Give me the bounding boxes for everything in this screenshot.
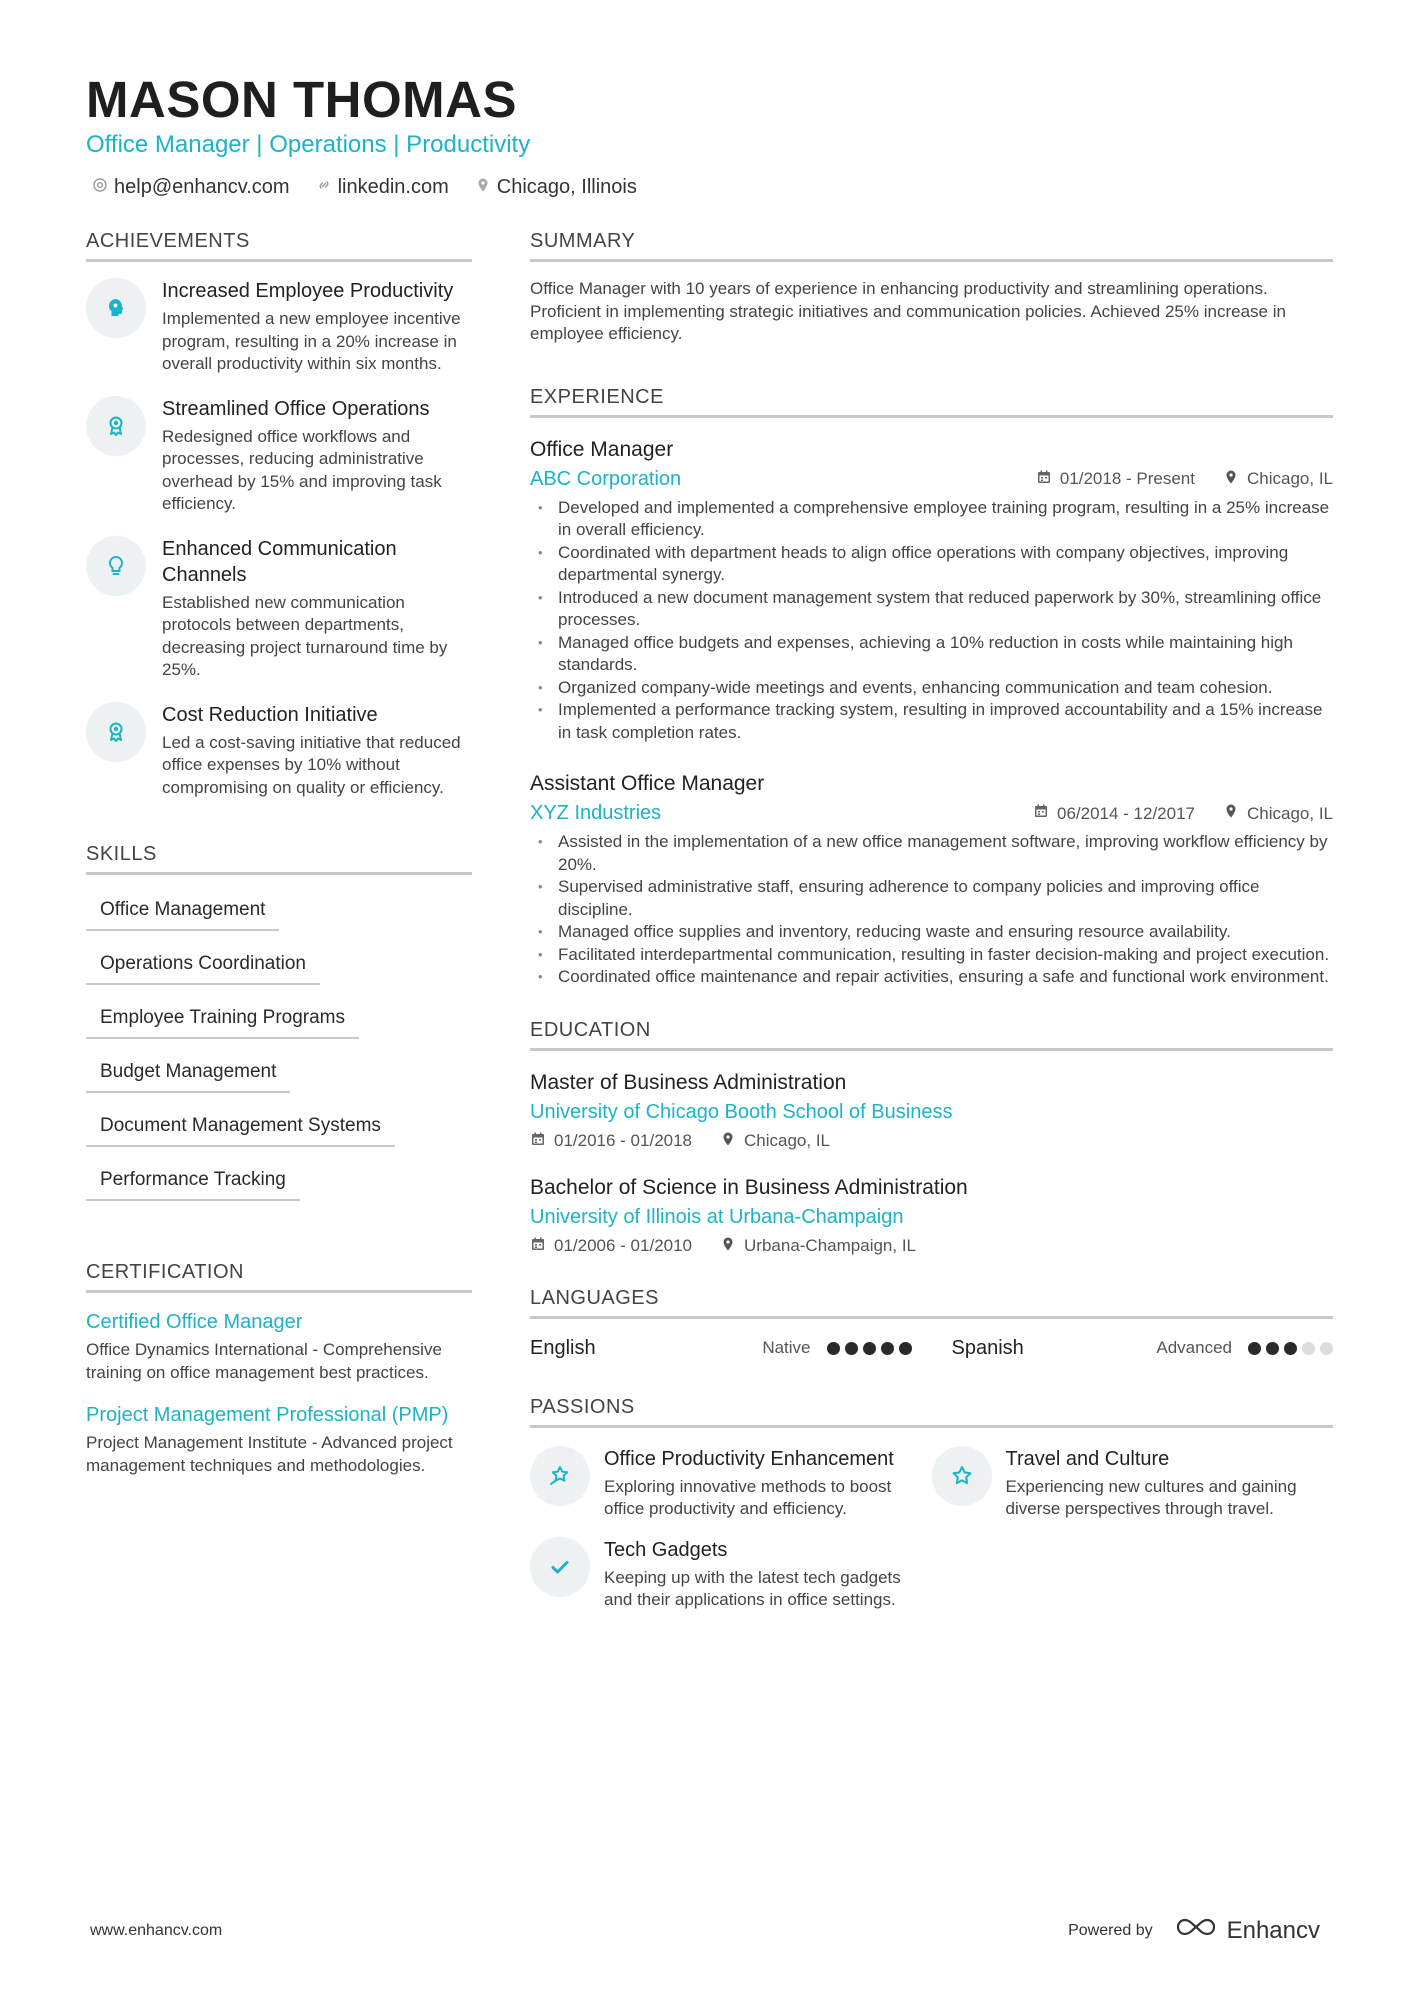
passion-item bbox=[932, 1446, 1334, 1521]
passions-section bbox=[530, 1396, 1333, 1628]
job-entry bbox=[530, 770, 1333, 989]
skill-tag: Budget Management bbox=[86, 1055, 290, 1093]
languages-heading: LANGUAGES bbox=[530, 1287, 1333, 1319]
link-icon bbox=[316, 176, 332, 199]
passion-desc: Keeping up with the latest tech gadgets and their applications in office settings. bbox=[604, 1567, 901, 1609]
language-item bbox=[952, 1337, 1334, 1360]
calendar-icon bbox=[1036, 469, 1052, 490]
languages-list bbox=[530, 1337, 1333, 1360]
job-bullet: • Coordinated office maintenance and repair activities, ensuring a safe and functional work environment. bbox=[530, 966, 1333, 989]
job-dates: 06/2014 - 12/2017 bbox=[1056, 803, 1195, 823]
candidate-name: MASON THOMAS bbox=[86, 71, 517, 128]
award-icon bbox=[86, 702, 146, 762]
rating-dot-filled bbox=[1266, 1342, 1279, 1355]
star-icon bbox=[932, 1446, 992, 1506]
skill-tag: Document Management Systems bbox=[86, 1109, 395, 1147]
certification-section bbox=[86, 1261, 472, 1477]
location-pin-icon bbox=[720, 1131, 736, 1152]
education-school: University of Illinois at Urbana-Champaign bbox=[530, 1205, 904, 1228]
head-icon bbox=[86, 278, 146, 338]
certification-desc: Project Management Institute - Advanced project management techniques and methodologies. bbox=[86, 1433, 453, 1475]
at-icon bbox=[92, 176, 108, 199]
job-bullet: • Organized company-wide meetings and events, enhancing communication and team cohesion. bbox=[530, 677, 1333, 700]
star-hand-icon bbox=[530, 1446, 590, 1506]
job-bullet: • Developed and implemented a comprehensive employee training program, resulting in a 25% increase in overall efficiency. bbox=[530, 497, 1333, 542]
certification-item bbox=[86, 1309, 472, 1384]
company-name: ABC Corporation bbox=[530, 467, 682, 490]
job-bullet: • Supervised administrative staff, ensuring adherence to company policies and improving office discipline. bbox=[530, 876, 1333, 921]
rating-dot-filled bbox=[881, 1342, 894, 1355]
job-title: Assistant Office Manager bbox=[530, 772, 765, 795]
summary-text: Office Manager with 10 years of experience in enhancing productivity and streamlining operations. Proficient in implementing strategic initiatives and communication policies. Achieved 25% increase in employee efficiency. bbox=[530, 279, 1286, 343]
rating-dot-empty bbox=[1302, 1342, 1315, 1355]
job-bullet: • Managed office supplies and inventory, reducing waste and ensuring resource availability. bbox=[530, 921, 1333, 944]
rating-dot-filled bbox=[899, 1342, 912, 1355]
location-pin-icon bbox=[1223, 803, 1239, 824]
rating-dot-filled bbox=[1284, 1342, 1297, 1355]
passions-heading: PASSIONS bbox=[530, 1396, 1333, 1428]
passion-title: Travel and Culture bbox=[1005, 1447, 1170, 1470]
rating-dot-filled bbox=[845, 1342, 858, 1355]
passion-item bbox=[530, 1537, 932, 1612]
brand-name: Enhancv bbox=[1226, 1916, 1320, 1944]
job-entry bbox=[530, 436, 1333, 745]
achievement-item bbox=[86, 278, 472, 376]
achievements-heading: ACHIEVEMENTS bbox=[86, 230, 472, 262]
skills-heading: SKILLS bbox=[86, 843, 472, 875]
job-bullet: • Introduced a new document management system that reduced paperwork by 30%, streamlining office processes. bbox=[530, 587, 1333, 632]
language-level: Advanced bbox=[1156, 1338, 1232, 1357]
location-pin-icon bbox=[475, 176, 491, 199]
job-bullet: • Managed office budgets and expenses, achieving a 10% reduction in costs while maintaining high standards. bbox=[530, 632, 1333, 677]
language-name: Spanish bbox=[951, 1336, 1024, 1359]
achievement-item bbox=[86, 536, 472, 682]
education-dates: 01/2006 - 01/2010 bbox=[554, 1236, 693, 1255]
skill-tag: Office Management bbox=[86, 893, 279, 931]
passion-title: Tech Gadgets bbox=[604, 1538, 728, 1561]
right-column bbox=[530, 230, 1333, 1672]
rating-dot-empty bbox=[1320, 1342, 1333, 1355]
education-entry bbox=[530, 1174, 1333, 1257]
language-rating bbox=[1248, 1342, 1333, 1355]
rating-dot-filled bbox=[1248, 1342, 1261, 1355]
location-text: Chicago, Illinois bbox=[496, 176, 637, 198]
education-section bbox=[530, 1019, 1333, 1257]
passion-item bbox=[530, 1446, 932, 1521]
job-bullet: • Coordinated with department heads to align office operations with company objectives, improving departmental synergy. bbox=[530, 542, 1333, 587]
location-pin-icon bbox=[720, 1236, 736, 1257]
powered-by-label: Powered by bbox=[1068, 1921, 1153, 1939]
job-bullets bbox=[530, 497, 1333, 745]
achievement-item bbox=[86, 396, 472, 516]
skills-section bbox=[86, 843, 472, 1217]
certification-item bbox=[86, 1402, 472, 1477]
education-school: University of Chicago Booth School of Business bbox=[530, 1100, 953, 1123]
achievement-title: Streamlined Office Operations bbox=[162, 397, 430, 420]
achievement-title: Increased Employee Productivity bbox=[162, 280, 454, 302]
achievement-desc: Redesigned office workflows and processes, reducing administrative overhead by 15% and improving task efficiency. bbox=[162, 426, 442, 513]
location-pin-icon bbox=[1223, 469, 1239, 490]
achievement-desc: Led a cost-saving initiative that reduced office expenses by 10% without compromising on quality or efficiency. bbox=[162, 732, 461, 797]
lightbulb-icon bbox=[86, 536, 146, 596]
enhancv-logo[interactable] bbox=[1173, 1914, 1320, 1947]
certification-title: Certified Office Manager bbox=[86, 1311, 303, 1333]
rating-dot-filled bbox=[863, 1342, 876, 1355]
job-location: Chicago, IL bbox=[1247, 803, 1333, 823]
footer bbox=[90, 1914, 1320, 1947]
calendar-icon bbox=[530, 1236, 546, 1257]
education-degree: Bachelor of Science in Business Administration bbox=[530, 1175, 968, 1199]
skill-tag: Operations Coordination bbox=[86, 947, 320, 985]
company-name: XYZ Industries bbox=[530, 802, 662, 824]
contact-linkedin[interactable] bbox=[316, 176, 449, 199]
job-dates: 01/2018 - Present bbox=[1059, 469, 1195, 488]
achievement-title: Enhanced Communication Channels bbox=[162, 537, 397, 586]
job-bullets bbox=[530, 831, 1333, 989]
job-bullet: • Facilitated interdepartmental communication, resulting in faster decision-making and project execution. bbox=[530, 944, 1333, 967]
languages-section bbox=[530, 1287, 1333, 1360]
achievement-desc: Implemented a new employee incentive program, resulting in a 20% increase in overall productivity within six months. bbox=[162, 309, 461, 373]
skills-list bbox=[86, 893, 472, 1217]
experience-heading: EXPERIENCE bbox=[530, 386, 1333, 418]
certification-title: Project Management Professional (PMP) bbox=[86, 1404, 449, 1426]
contact-email[interactable] bbox=[92, 176, 290, 199]
job-location: Chicago, IL bbox=[1247, 469, 1333, 488]
contact-location bbox=[475, 176, 637, 199]
language-level: Native bbox=[762, 1338, 811, 1357]
education-location: Urbana-Champaign, IL bbox=[744, 1236, 916, 1255]
language-name: English bbox=[530, 1336, 596, 1359]
award-icon bbox=[86, 396, 146, 456]
infinity-logo-icon bbox=[1173, 1914, 1219, 1947]
calendar-icon bbox=[1033, 803, 1049, 824]
achievement-title: Cost Reduction Initiative bbox=[162, 703, 378, 726]
job-bullet: • Implemented a performance tracking system, resulting in improved accountability and a 15% increase in task completion rates. bbox=[530, 699, 1333, 744]
language-item bbox=[530, 1337, 912, 1360]
summary-section bbox=[530, 230, 1333, 346]
job-bullet: • Assisted in the implementation of a new office management software, improving workflow efficiency by 20%. bbox=[530, 831, 1333, 876]
candidate-tagline: Office Manager | Operations | Productivity bbox=[86, 131, 531, 158]
passions-list bbox=[530, 1446, 1333, 1628]
passion-desc: Exploring innovative methods to boost office productivity and efficiency. bbox=[604, 1476, 892, 1518]
left-column bbox=[86, 230, 472, 1521]
passion-title: Office Productivity Enhancement bbox=[604, 1447, 894, 1470]
email-text: help@enhancv.com bbox=[114, 176, 290, 198]
resume-header bbox=[86, 72, 1336, 199]
achievement-item bbox=[86, 702, 472, 800]
passion-desc: Experiencing new cultures and gaining diverse perspectives through travel. bbox=[1005, 1476, 1297, 1518]
rating-dot-filled bbox=[827, 1342, 840, 1355]
education-degree: Master of Business Administration bbox=[530, 1070, 847, 1094]
language-rating bbox=[827, 1342, 912, 1355]
certification-heading: CERTIFICATION bbox=[86, 1261, 472, 1293]
education-dates: 01/2016 - 01/2018 bbox=[554, 1131, 693, 1150]
education-heading: EDUCATION bbox=[530, 1019, 1333, 1051]
education-entry bbox=[530, 1069, 1333, 1152]
job-title: Office Manager bbox=[530, 437, 674, 461]
summary-heading: SUMMARY bbox=[530, 230, 1333, 262]
achievements-list bbox=[86, 278, 472, 799]
linkedin-text: linkedin.com bbox=[337, 176, 449, 198]
experience-section bbox=[530, 386, 1333, 989]
skill-tag: Performance Tracking bbox=[86, 1163, 300, 1201]
achievement-desc: Established new communication protocols between departments, decreasing project turnaround time by 25%. bbox=[162, 592, 448, 679]
footer-website[interactable]: www.enhancv.com bbox=[90, 1921, 223, 1939]
calendar-icon bbox=[530, 1131, 546, 1152]
checkmark-icon bbox=[530, 1537, 590, 1597]
certification-desc: Office Dynamics International - Comprehensive training on office management best practices. bbox=[86, 1340, 442, 1382]
education-location: Chicago, IL bbox=[744, 1131, 831, 1150]
achievements-section bbox=[86, 230, 472, 799]
skill-tag: Employee Training Programs bbox=[86, 1001, 359, 1039]
contact-bar bbox=[86, 176, 1336, 199]
